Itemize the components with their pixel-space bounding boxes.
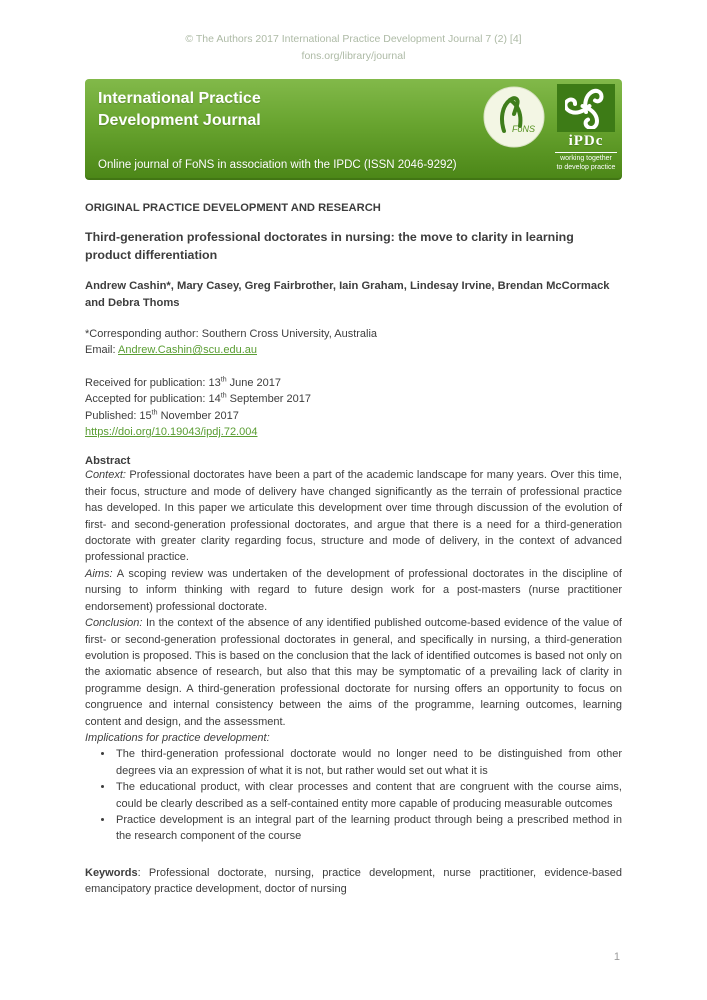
- implications-list: [85, 746, 622, 844]
- keywords-text: : Professional doctorate, nursing, practice development, nurse practitioner, evidence-based emancipatory practice development, doctor of nursing: [85, 866, 622, 896]
- triskelion-icon: [565, 87, 607, 129]
- keywords-label: Keywords: [85, 866, 138, 879]
- doi-link[interactable]: https://doi.org/10.19043/ipdj.72.004: [85, 426, 258, 439]
- ipdc-divider: [555, 152, 617, 153]
- keywords-line: [85, 865, 622, 898]
- aims-text: A scoping review was undertaken of the development of professional doctorates in the discipline of nursing to inform thinking with regard to future design work for a post-masters (nurse practitioner endorsement) professional doctorate.: [85, 567, 622, 613]
- ipdc-logo-square: [557, 84, 615, 132]
- banner-title-line2: Development Journal: [98, 112, 261, 129]
- page-header: [0, 0, 707, 65]
- ipdc-logo-label: iPDc: [568, 133, 604, 149]
- fons-circle-icon: [483, 86, 545, 148]
- corresponding-block: [85, 326, 622, 359]
- abstract-context: [85, 467, 622, 565]
- ipdc-tagline-line1: working together: [560, 155, 612, 162]
- ipdc-logo: [553, 84, 619, 172]
- abstract-conclusion: [85, 615, 622, 730]
- accepted-line: [85, 391, 622, 407]
- email-label: Email:: [85, 344, 116, 357]
- section-label: ORIGINAL PRACTICE DEVELOPMENT AND RESEARCH: [85, 202, 381, 214]
- published-line: [85, 408, 622, 424]
- published-text: Published: 15: [85, 409, 152, 422]
- received-text: Received for publication: 13: [85, 376, 221, 389]
- banner-title-line1: International Practice: [98, 90, 261, 107]
- page-number: 1: [613, 951, 620, 963]
- received-sup: th: [220, 376, 227, 384]
- copyright-line: © The Authors 2017 International Practice Development Journal 7 (2) [4]: [185, 33, 522, 45]
- published-sup: th: [151, 408, 158, 416]
- ipdc-tagline: [557, 155, 616, 172]
- banner-subtitle: Online journal of FoNS in association with the IPDC (ISSN 2046-9292): [98, 159, 457, 171]
- corresponding-author: *Corresponding author: Southern Cross University, Australia: [85, 328, 378, 340]
- fons-logo-icon: [483, 86, 545, 148]
- email-line: [85, 342, 622, 358]
- bullet-item: • The educational product, with clear processes and content that are congruent with the course aims, could be clearly described as a self-contained entity more capable of producing measurable outcomes: [114, 779, 622, 812]
- accepted-date: September 2017: [226, 393, 311, 406]
- publication-dates-block: [85, 375, 622, 441]
- context-label: Context:: [85, 469, 126, 482]
- abstract-heading: Abstract: [85, 455, 131, 468]
- bullet-item: • Practice development is an integral part of the learning product through being a prescribed method in the research component of the course: [114, 812, 622, 845]
- aims-label: Aims:: [85, 567, 113, 580]
- accepted-sup: th: [220, 392, 227, 400]
- article-title: Third-generation professional doctorates in nursing: the move to clarity in learning product differentiation: [85, 230, 574, 262]
- abstract-body: [85, 467, 622, 844]
- journal-url: fons.org/library/journal: [301, 50, 406, 62]
- received-date: June 2017: [226, 376, 282, 389]
- ipdc-tagline-line2: to develop practice: [556, 163, 616, 171]
- doi-line: [85, 424, 622, 440]
- conclusion-label: Conclusion:: [85, 617, 143, 630]
- conclusion-text: In the context of the absence of any identified published outcome-based evidence of the value of first- or second-generation professional doctorates in general, and specifically in nursing, a third-generation evolution is proposed. This is based on the conclusion that the lack of identified outcomes is based not only on the axiomatic absence of research, but also that this may be symptomatic of a prevailing lack of clarity in programme design. A third-generation professional doctorate for nursing offers an opportunity to focus on congruence and internal consistency between the aims of the programme, learning outcomes, learning content and design, and the assessment.: [85, 617, 622, 728]
- received-line: [85, 375, 622, 391]
- implications-label: Implications for practice development:: [85, 731, 270, 744]
- email-link[interactable]: Andrew.Cashin@scu.edu.au: [118, 344, 257, 357]
- bullet-item: • The third-generation professional doctorate would no longer need to be distinguished from other degrees via an expression of what it is not, but rather would set out what it is: [114, 746, 622, 779]
- journal-banner: [85, 79, 622, 180]
- abstract-aims: [85, 566, 622, 615]
- accepted-text: Accepted for publication: 14: [85, 393, 221, 406]
- context-text: Professional doctorates have been a part of the academic landscape for many years. Over this time, their focus, structure and mode of delivery have changed significantly as the terrain of professional practice has developed. In this paper we articulate this development over time through discussion of the evolution of first- and second-generation professional doctorates, and argue that there is a need for a third-generation doctorate with greater clarity regarding focus, structure and mode of delivery, in the context of advanced professional practice.: [85, 469, 622, 564]
- svg-text:FoNS: FoNS: [512, 124, 536, 134]
- authors-line: Andrew Cashin*, Mary Casey, Greg Fairbrother, Iain Graham, Lindesay Irvine, Brendan McCormack and Debra Thoms: [85, 280, 610, 309]
- published-date: November 2017: [157, 409, 239, 422]
